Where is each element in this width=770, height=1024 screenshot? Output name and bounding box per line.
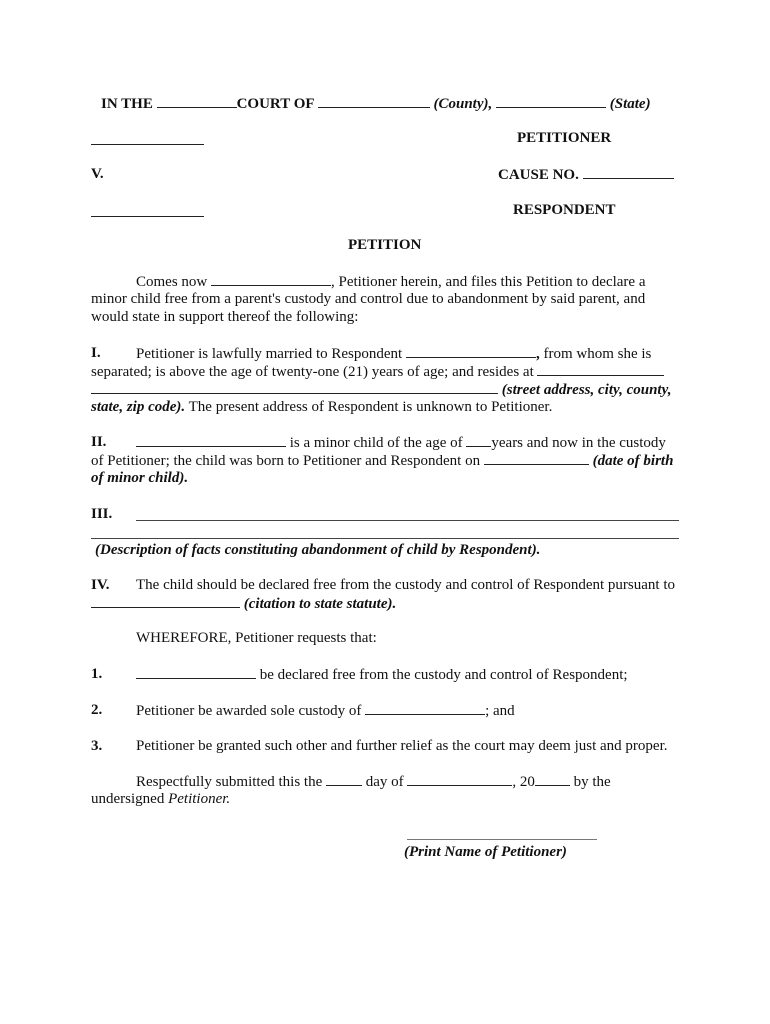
- residence-field-a[interactable]: [537, 362, 664, 376]
- closing-line-2: [91, 790, 230, 808]
- date-of-birth-field[interactable]: [484, 451, 589, 465]
- respondent-name-s1-field[interactable]: [406, 344, 536, 358]
- child-name-item-1-field[interactable]: [136, 665, 256, 679]
- section-1-line-3: [91, 380, 671, 399]
- state-field[interactable]: [496, 94, 606, 108]
- item-1-text: be declared free from the custody and control of Respondent;: [259, 667, 628, 683]
- section-2-line-1: [136, 433, 666, 452]
- court-of-text: COURT OF: [236, 96, 314, 112]
- cause-no-label: CAUSE NO.: [498, 167, 579, 183]
- item-3-number: 3.: [91, 738, 103, 754]
- intro-line-3: would state in support thereof the following:: [91, 309, 359, 325]
- versus-text: V.: [91, 166, 104, 182]
- section-1-number: I.: [91, 345, 101, 361]
- item-2-line: [136, 701, 515, 720]
- item-2-number: 2.: [91, 702, 103, 718]
- s1-comma: ,: [535, 346, 540, 362]
- caption-line: [101, 94, 651, 113]
- section-2-line-3: of minor child).: [91, 470, 189, 486]
- abandonment-facts-field-1[interactable]: [136, 520, 679, 521]
- intro-line-1: [136, 272, 646, 291]
- intro-text-1: , Petitioner herein, and files this Petition to declare a: [331, 274, 646, 290]
- item-2-text-b: ; and: [485, 703, 515, 719]
- year-field[interactable]: [535, 772, 570, 786]
- section-4-line-1: The child should be declared free from the custody and control of Respondent pursuant to: [136, 577, 676, 593]
- closing-text-b: day of: [365, 774, 404, 790]
- document-title: PETITION: [348, 237, 422, 253]
- section-2-line-2: [91, 451, 673, 470]
- s2-text-2: of Petitioner; the child was born to Petitioner and Respondent on: [91, 453, 481, 469]
- respondent-name-field[interactable]: [91, 216, 204, 217]
- s4-citation-label: (citation to state statute).: [243, 596, 397, 612]
- s1-street-address-label: (street address, city, county,: [501, 382, 672, 398]
- child-age-field[interactable]: [466, 433, 491, 447]
- residence-field-b[interactable]: [91, 380, 498, 394]
- month-field[interactable]: [407, 772, 512, 786]
- item-3-text: Petitioner be granted such other and further relief as the court may deem just and proper.: [136, 738, 668, 754]
- section-4-line-2: [91, 594, 396, 613]
- s1-text-c: from whom she is: [539, 346, 652, 362]
- closing-undersigned: undersigned: [91, 791, 169, 807]
- closing-petitioner: Petitioner.: [168, 791, 231, 807]
- court-name-field[interactable]: [157, 94, 237, 108]
- county-field[interactable]: [318, 94, 430, 108]
- closing-line-1: [136, 772, 611, 791]
- s1-state-zip-label: state, zip code).: [91, 399, 186, 415]
- intro-line-2: minor child free from a parent's custody and control due to abandonment by said parent, and: [91, 291, 646, 307]
- petitioner-name-field[interactable]: [91, 144, 204, 145]
- section-4-number: IV.: [91, 577, 110, 593]
- cause-no-field[interactable]: [583, 165, 674, 179]
- s2-text-b: years and now in the custody: [491, 435, 666, 451]
- item-2-text-a: Petitioner be awarded sole custody of: [136, 703, 362, 719]
- item-1-number: 1.: [91, 666, 103, 682]
- petitioner-heading: PETITIONER: [517, 130, 612, 146]
- in-the-text: IN THE: [101, 96, 153, 112]
- s1-text-4: The present address of Respondent is unknown to Petitioner.: [185, 399, 553, 415]
- section-2-number: II.: [91, 434, 107, 450]
- closing-text-d: by the: [573, 774, 611, 790]
- item-1-line: [136, 665, 628, 684]
- closing-text-a: Respectfully submitted this the: [136, 774, 323, 790]
- section-3-description: (Description of facts constituting abandonment of child by Respondent).: [95, 542, 541, 558]
- s1-text-a: Petitioner is lawfully married to Respondent: [136, 346, 403, 362]
- intro-comes-now: Comes now: [136, 274, 208, 290]
- closing-text-c: , 20: [512, 774, 535, 790]
- cause-no-line: [498, 165, 674, 184]
- county-label: (County),: [433, 96, 493, 112]
- section-1-line-4: [91, 398, 552, 416]
- day-field[interactable]: [326, 772, 362, 786]
- s2-text-a: is a minor child of the age of: [289, 435, 463, 451]
- minor-child-name-field[interactable]: [136, 433, 286, 447]
- custody-child-field[interactable]: [365, 701, 485, 715]
- statute-citation-field[interactable]: [91, 594, 240, 608]
- petitioner-intro-field[interactable]: [211, 272, 331, 286]
- signature-label: (Print Name of Petitioner): [404, 844, 567, 860]
- section-1-line-1: [136, 344, 651, 363]
- s2-dob-label: (date of birth: [592, 453, 674, 469]
- section-3-number: III.: [91, 506, 113, 522]
- wherefore-text: WHEREFORE, Petitioner requests that:: [136, 630, 377, 646]
- state-label: (State): [609, 96, 651, 112]
- section-1-line-2: [91, 362, 664, 381]
- respondent-heading: RESPONDENT: [513, 202, 616, 218]
- abandonment-facts-field-2[interactable]: [91, 538, 679, 539]
- signature-line[interactable]: [407, 839, 597, 840]
- s1-text-2: separated; is above the age of twenty-one (21) years of age; and resides at: [91, 364, 534, 380]
